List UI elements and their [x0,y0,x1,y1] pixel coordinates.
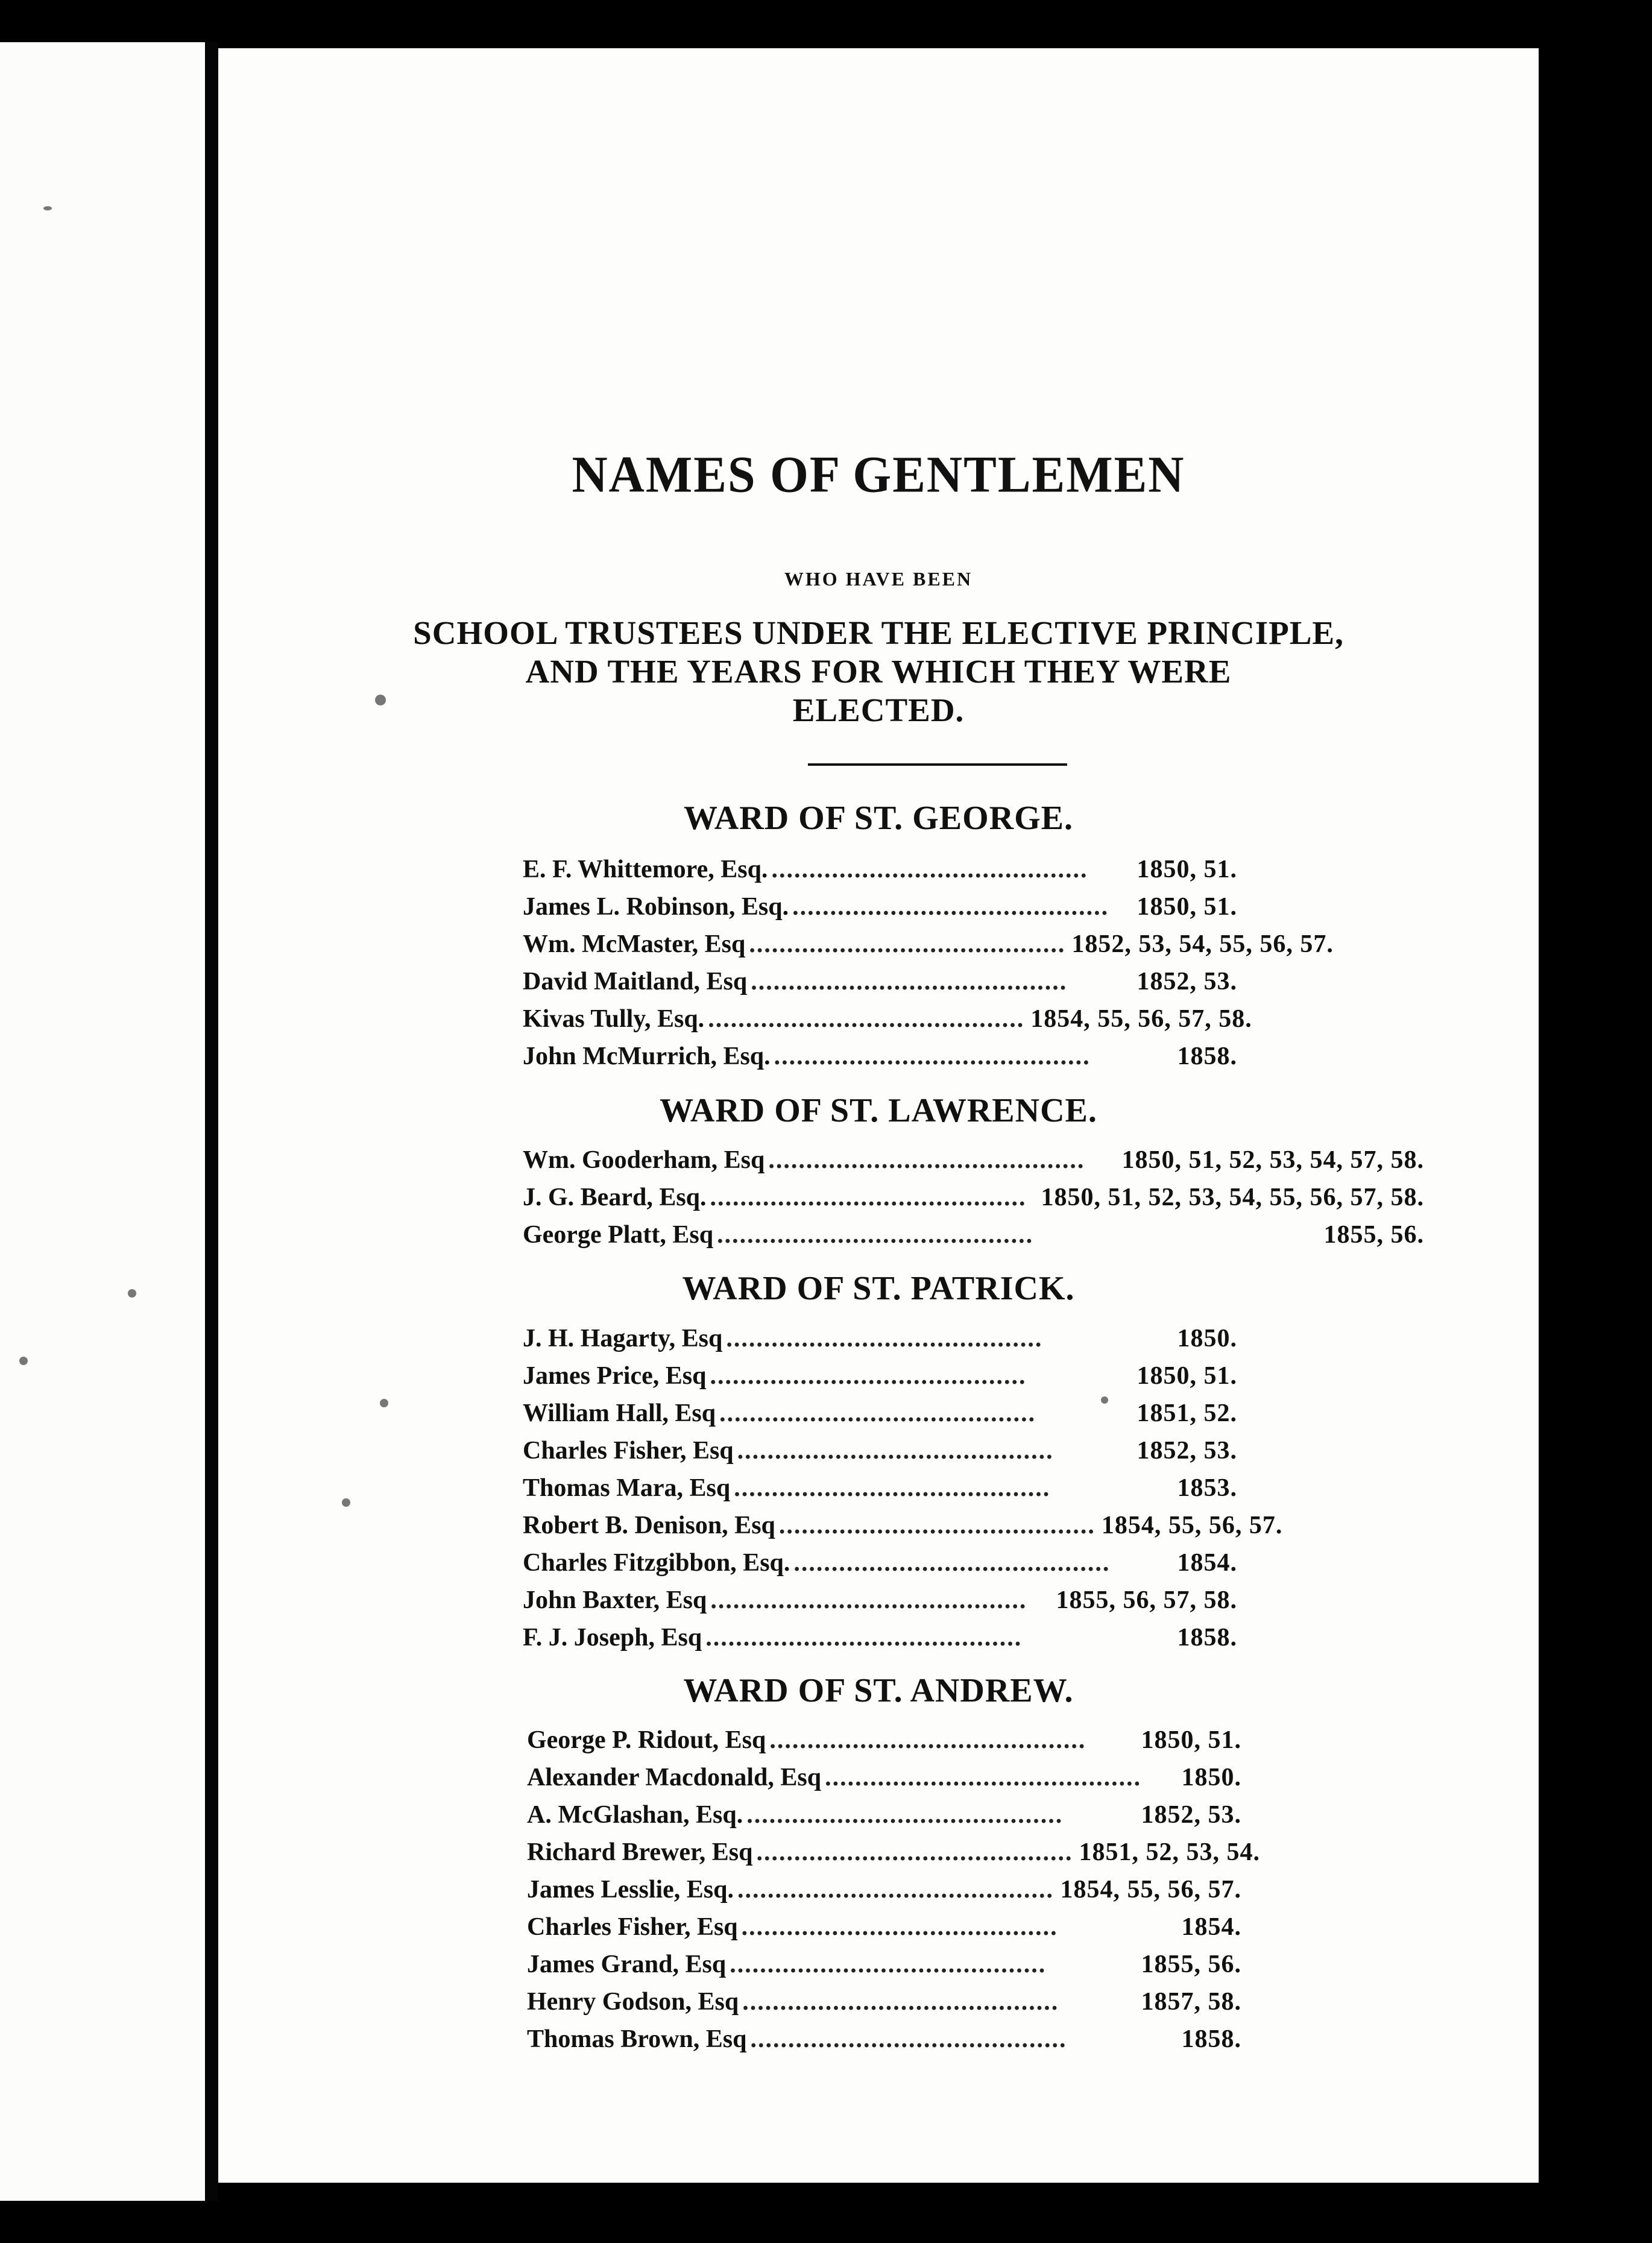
dot-leader: .......................................... [742,1988,1059,2016]
trustee-name: A. McGlashan, Esq. [527,1801,743,1829]
trustee-years: 1855, 56, 57, 58. [1056,1586,1237,1614]
trustee-name: John Baxter, Esq [523,1586,707,1614]
dot-leader: .......................................... [710,1184,1027,1211]
trustee-row [523,1399,1237,1428]
trustee-row [523,1548,1237,1577]
trustee-years: 1850. [1181,1764,1241,1791]
ward-heading-st-george: WARD OF ST. GEORGE. [684,800,1073,837]
trustee-years: 1854, 55, 56, 57. [1060,1876,1241,1904]
dot-leader: .......................................... [825,1764,1142,1791]
trustee-name: Kivas Tully, Esq. [523,1005,705,1033]
dot-leader: .......................................... [708,1005,1025,1033]
trustee-row [523,1361,1237,1390]
dot-leader: .......................................... [756,1838,1073,1866]
subtitle-line: AND THE YEARS FOR WHICH THEY WERE [525,653,1232,690]
paper-speck [380,1399,388,1407]
trustee-years: 1851, 52, 53, 54. [1079,1838,1261,1866]
trustee-years: 1858. [1177,1624,1237,1651]
trustee-years: 1854, 55, 56, 57, 58. [1030,1005,1252,1033]
trustee-years: 1858. [1181,2025,1241,2053]
trustee-years: 1850. [1177,1325,1237,1352]
facing-page [0,42,205,2201]
trustee-name: Henry Godson, Esq [527,1988,739,2016]
trustee-years: 1855, 56. [1323,1221,1424,1249]
ward-heading-st-patrick: WARD OF ST. PATRICK. [682,1270,1075,1307]
trustee-name: James Lesslie, Esq. [527,1876,734,1904]
page-subtitle [218,614,1539,730]
dot-leader: .......................................... [792,893,1109,921]
dot-leader: .......................................... [737,1876,1055,1904]
trustee-years: 1850, 51. [1137,856,1237,883]
trustee-row [527,1950,1241,1979]
dot-leader: .......................................... [730,1951,1047,1978]
trustee-name: F. J. Joseph, Esq [523,1624,702,1651]
trustee-row [527,1763,1241,1792]
trustee-name: Wm. McMaster, Esq [523,930,746,958]
dot-leader: .......................................... [746,1801,1064,1829]
dot-leader: .......................................... [705,1624,1023,1651]
trustee-name: J. G. Beard, Esq. [523,1184,707,1211]
trustee-row [523,1183,1424,1212]
trustee-years: 1850, 51. [1141,1726,1241,1754]
trustee-row [523,967,1237,996]
dot-leader: .......................................... [793,1549,1111,1577]
dot-leader: .......................................... [769,1726,1086,1754]
ward-heading-st-andrew: WARD OF ST. ANDREW. [683,1672,1074,1709]
dot-leader: .......................................... [768,1146,1085,1174]
dot-leader: .......................................... [778,1512,1096,1539]
trustee-years: 1850, 51, 52, 53, 54, 57, 58. [1121,1146,1424,1174]
trustee-row [527,1913,1241,1942]
trustee-name: Charles Fitzgibbon, Esq. [523,1549,790,1577]
trustee-row [527,2025,1241,2054]
trustee-years: 1850, 51. [1137,1362,1237,1390]
trustee-years: 1855, 56. [1141,1951,1241,1978]
trustee-name: Charles Fisher, Esq [527,1913,738,1941]
trustee-name: George Platt, Esq [523,1221,714,1249]
trustee-row [527,1875,1241,1904]
trustee-years: 1852, 53. [1137,968,1237,995]
trustee-row [527,1838,1261,1867]
trustee-years: 1854, 55, 56, 57. [1101,1512,1283,1539]
dot-leader: .......................................... [737,1437,1054,1465]
trustee-row [523,855,1237,884]
document-page [218,48,1539,2183]
dot-leader: .......................................... [774,1043,1091,1070]
trustee-name: Robert B. Denison, Esq [523,1512,775,1539]
trustee-name: George P. Ridout, Esq [527,1726,766,1754]
dot-leader: .......................................... [751,968,1068,995]
trustee-row [527,1726,1241,1755]
trustee-row [523,1042,1237,1071]
trustee-years: 1854. [1177,1549,1237,1577]
trustee-name: E. F. Whittemore, Esq. [523,856,768,883]
trustee-row [527,1987,1241,2016]
page-subtitle-small: WHO HAVE BEEN [784,568,973,590]
dot-leader: .......................................... [710,1362,1027,1390]
trustee-row [523,892,1237,921]
trustee-row [523,1474,1237,1503]
trustee-row [523,1220,1424,1249]
trustee-years: 1857, 58. [1141,1988,1241,2016]
dot-leader: .......................................... [750,2025,1067,2053]
trustee-years: 1852, 53. [1137,1437,1237,1465]
trustee-name: Alexander Macdonald, Esq [527,1764,822,1791]
trustee-years: 1851, 52. [1137,1399,1237,1427]
trustee-row [527,1800,1241,1829]
trustee-name: Wm. Gooderham, Esq [523,1146,765,1174]
subtitle-line: SCHOOL TRUSTEES UNDER THE ELECTIVE PRINCIPLE, [413,614,1344,651]
trustee-name: James L. Robinson, Esq. [523,893,789,921]
divider-rule [808,763,1067,766]
trustee-row [523,1005,1252,1033]
trustee-years: 1853. [1177,1474,1237,1502]
trustee-row [523,1623,1237,1652]
trustee-name: Richard Brewer, Esq [527,1838,753,1866]
trustee-name: J. H. Hagarty, Esq [523,1325,723,1352]
trustee-row [523,930,1334,959]
trustee-row [523,1436,1237,1465]
trustee-name: Thomas Brown, Esq [527,2025,747,2053]
dot-leader: .......................................... [717,1221,1034,1249]
dot-leader: .......................................... [771,856,1088,883]
paper-speck [43,206,52,210]
trustee-name: James Price, Esq [523,1362,707,1390]
dot-leader: .......................................... [719,1399,1036,1427]
dot-leader: .......................................... [741,1913,1058,1941]
trustee-years: 1850, 51. [1137,893,1237,921]
trustee-name: Charles Fisher, Esq [523,1437,734,1465]
trustee-years: 1854. [1181,1913,1241,1941]
paper-speck [128,1289,136,1298]
book-gutter [205,42,218,2201]
subtitle-line: ELECTED. [792,692,965,728]
trustee-years: 1858. [1177,1043,1237,1070]
ward-heading-st-lawrence: WARD OF ST. LAWRENCE. [660,1092,1097,1129]
trustee-years: 1850, 51, 52, 53, 54, 55, 56, 57, 58. [1041,1184,1424,1211]
trustee-name: David Maitland, Esq [523,968,748,995]
trustee-row [523,1324,1237,1353]
trustee-name: Thomas Mara, Esq [523,1474,731,1502]
trustee-years: 1852, 53. [1141,1801,1241,1829]
trustee-name: James Grand, Esq [527,1951,727,1978]
trustee-row [523,1146,1424,1175]
page-title: NAMES OF GENTLEMEN [572,445,1185,503]
paper-speck [19,1357,28,1365]
dot-leader: .......................................... [734,1474,1051,1502]
trustee-row [523,1586,1237,1615]
paper-speck [342,1498,350,1507]
dot-leader: .......................................... [710,1586,1027,1614]
dot-leader: .......................................... [726,1325,1043,1352]
dot-leader: .......................................... [749,930,1066,958]
trustee-name: John McMurrich, Esq. [523,1043,771,1070]
trustee-name: William Hall, Esq [523,1399,716,1427]
trustee-years: 1852, 53, 54, 55, 56, 57. [1071,930,1334,958]
trustee-row [523,1511,1283,1540]
